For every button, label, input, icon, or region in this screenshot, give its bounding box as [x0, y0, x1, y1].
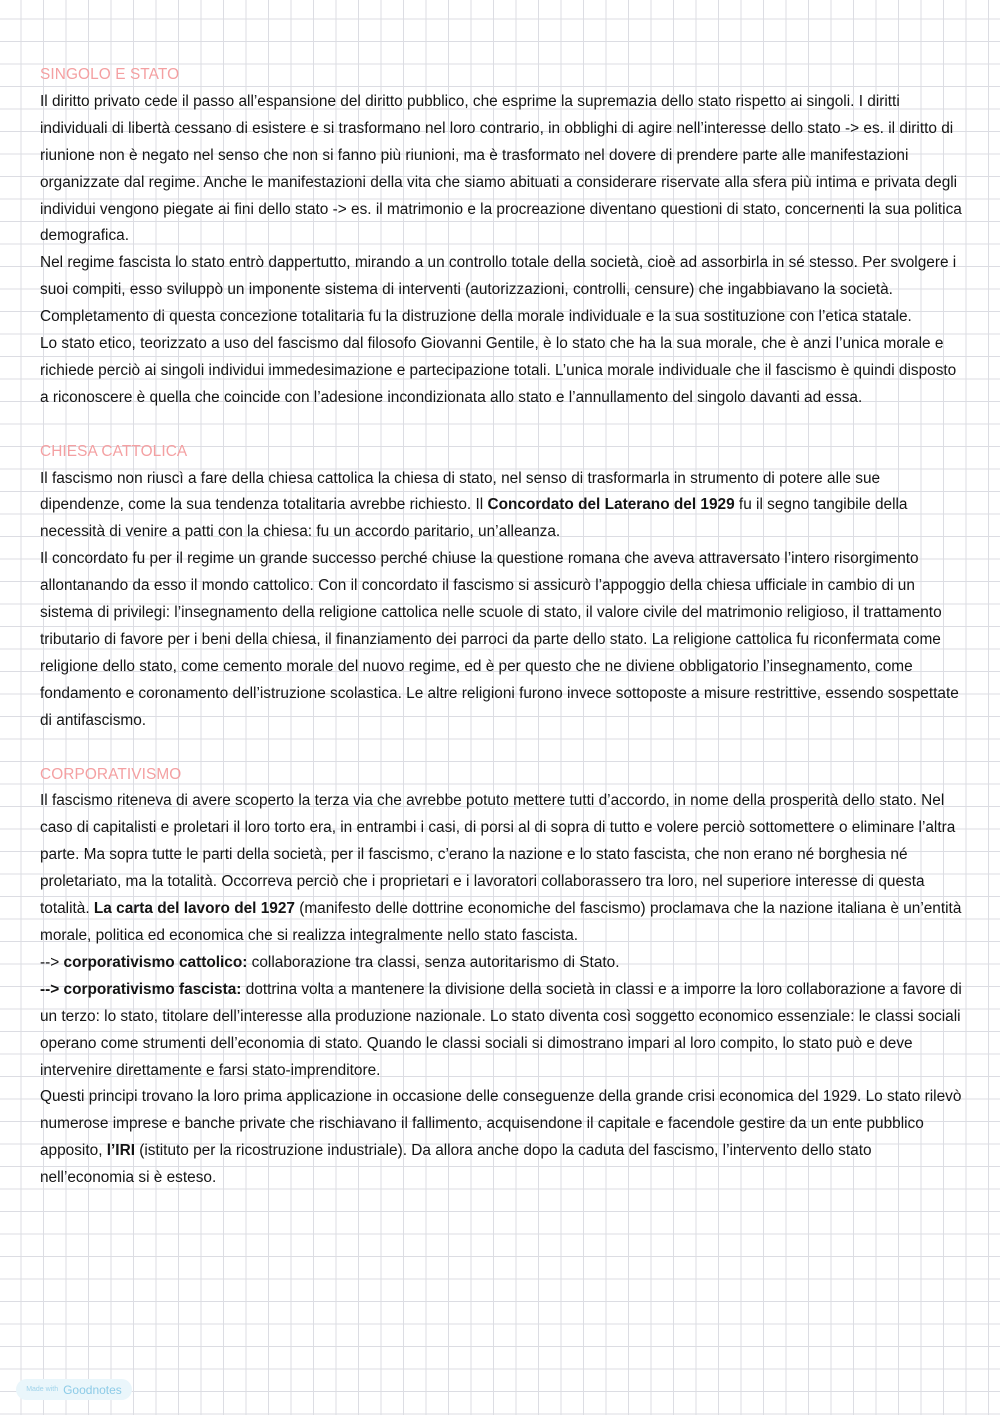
text-run: (istituto per la ricostruzione industriale). Da allora anche dopo la caduta del fascismo, l’intervento dello stato nell’economia si è esteso. — [40, 1142, 872, 1187]
text-run: collaborazione tra classi, senza autoritarismo di Stato. — [247, 953, 620, 971]
section-spacer — [40, 412, 965, 439]
text-run: Completamento di questa concezione totalitaria fu la distruzione della morale individuale e la sua sostituzione con l’etica statale. — [40, 308, 912, 326]
paragraph — [40, 788, 965, 949]
paragraph — [40, 250, 965, 304]
section-title: SINGOLO E STATO — [40, 66, 180, 83]
bold-text: l’IRI — [106, 1142, 135, 1160]
bold-text: --> corporativismo fascista: — [40, 980, 242, 998]
section-chiesa-cattolica — [40, 439, 965, 735]
paragraph — [40, 466, 965, 547]
section-spacer — [40, 735, 965, 762]
section-corporativismo — [40, 762, 965, 1193]
text-run: --> — [40, 953, 64, 971]
text-run: (manifesto delle dottrine economiche del fascismo) proclamava che la nazione italiana è un’entità morale, politica ed economica che si realizza integralmente nello stato fascista. — [40, 900, 962, 944]
paragraph — [40, 331, 965, 412]
section-title: CORPORATIVISMO — [40, 765, 182, 783]
section-singolo-stato — [40, 62, 965, 412]
text-run: Nel regime fascista lo stato entrò dappertutto, mirando a un controllo totale della società, cioè ad assorbirla in sé stesso. Per svolgere i suoi compiti, esso sviluppò un imponente sistema di interventi (autorizzazioni, controlli, censure) che ingabbiavano la società. — [40, 254, 957, 299]
goodnotes-badge — [16, 1379, 132, 1400]
text-run: Il fascismo riteneva di avere scoperto la terza via che avrebbe potuto mettere tutti d’accordo, in nome della prosperità dello stato. Nel caso di capitalisti e proletari il loro torto era, in entrambi i casi, di porsi al di sopra di tutto e volere perciò sottomettere o eliminare l’altra parte. Ma sopra tutte le parti della società, per il fascismo, c’erano la nazione e lo stato fascista, che non erano né borghesia né proletariato, ma la totalità. Occorreva perciò che i proprietari e i lavoratori collaborassero tra loro, nel superiore interesse di questa totalità. — [40, 792, 956, 918]
text-run: Questi principi trovano la loro prima applicazione in occasione delle conseguenze della grande crisi economica del 1929. Lo stato rilevò numerose imprese e banche private che rischiavano il fallimento, acquisendone il capitale e facendole gestire da un ente pubblico apposito, — [40, 1088, 962, 1160]
text-run: fu il segno tangibile della necessità di venire a patti con la chiesa: fu un accordo paritario, un’alleanza. — [40, 496, 908, 541]
text-run: dottrina volta a mantenere la divisione della società in classi e a imporre la loro collaborazione a favore di un terzo: lo stato, titolare dell’interesse alla produzione nazionale. Lo stato diventa così soggetto economico essenziale: le classi sociali operano come strumenti dell’economia di stato. Quando le classi sociali si dimostrano impari al loro compito, lo stato può e deve intervenire direttamente e farsi stato-imprenditore. — [40, 980, 962, 1079]
paragraph — [40, 89, 965, 250]
section-title: CHIESA CATTOLICA — [40, 442, 188, 460]
badge-brand-text: Goodnotes — [63, 1382, 122, 1397]
paragraph — [40, 1084, 965, 1192]
bold-text: La carta del lavoro del 1927 — [93, 900, 295, 918]
paragraph — [40, 546, 965, 734]
bold-text: Concordato del Laterano del 1929 — [487, 496, 735, 514]
text-run: Lo stato etico, teorizzato a uso del fascismo dal filosofo Giovanni Gentile, è lo stato che ha la sua morale, che è anzi l’unica morale e richiede perciò ai singoli individui immedesimazione e partecipazione totali. L’unica morale individuale che il fascismo è quindi disposto a riconoscere è quella che coincide con l’adesione incondizionata allo stato e l’annullamento del singolo davanti ad essa. — [40, 335, 957, 406]
paragraph — [40, 977, 965, 1085]
paragraph — [40, 950, 965, 977]
text-run: Il concordato fu per il regime un grande successo perché chiuse la questione romana che aveva attraversato l’intero risorgimento allontanando da esso il mondo cattolico. Con il concordato il fascismo si assicurò l’appoggio della chiesa ufficiale in cambio di un sistema di privilegi: l’insegnamento della religione cattolica nelle scuole di stato, il valore civile del matrimonio religioso, il trattamento tributario di favore per i beni della chiesa, il finanziamento dei parroci da parte dello stato. La religione cattolica fu riconfermata come religione dello stato, come cemento morale del nuovo regime, ed è per questo che ne diviene obbligatorio l’insegnamento, come fondamento e coronamento dell’istruzione scolastica. Le altre religioni furono invece sottoposte a misure restrittive, essendo sospettate di antifascismo. — [40, 550, 959, 729]
bold-text: corporativismo cattolico: — [63, 953, 248, 971]
paragraph — [40, 304, 965, 331]
text-run: Il fascismo non riuscì a fare della chiesa cattolica la chiesa di stato, nel senso di trasformarla in strumento di potere alle sue dipendenze, come la sua tendenza totalitaria avrebbe richiesto. Il — [40, 469, 881, 514]
document-page — [40, 62, 965, 1192]
text-run: Il diritto privato cede il passo all’espansione del diritto pubblico, che esprime la supremazia dello stato rispetto ai singoli. I diritti individuali di libertà cessano di esistere e si trasformano nel loro contrario, in obblighi di agire nell’interesse dello stato -> es. il diritto di riunione non è negato nel senso che non si fanno più riunioni, ma è trasformato nel dovere di prendere parte alle manifestazioni organizzate dal regime. Anche le manifestazioni della vita che siamo abituati a considerare riservate alla sfera più intima e privata degli individui vengono piegate ai fini dello stato -> es. il matrimonio e la procreazione diventano questioni di stato, concernenti la sua politica demografica. — [40, 92, 962, 245]
badge-small-text: Made with — [26, 1386, 59, 1393]
